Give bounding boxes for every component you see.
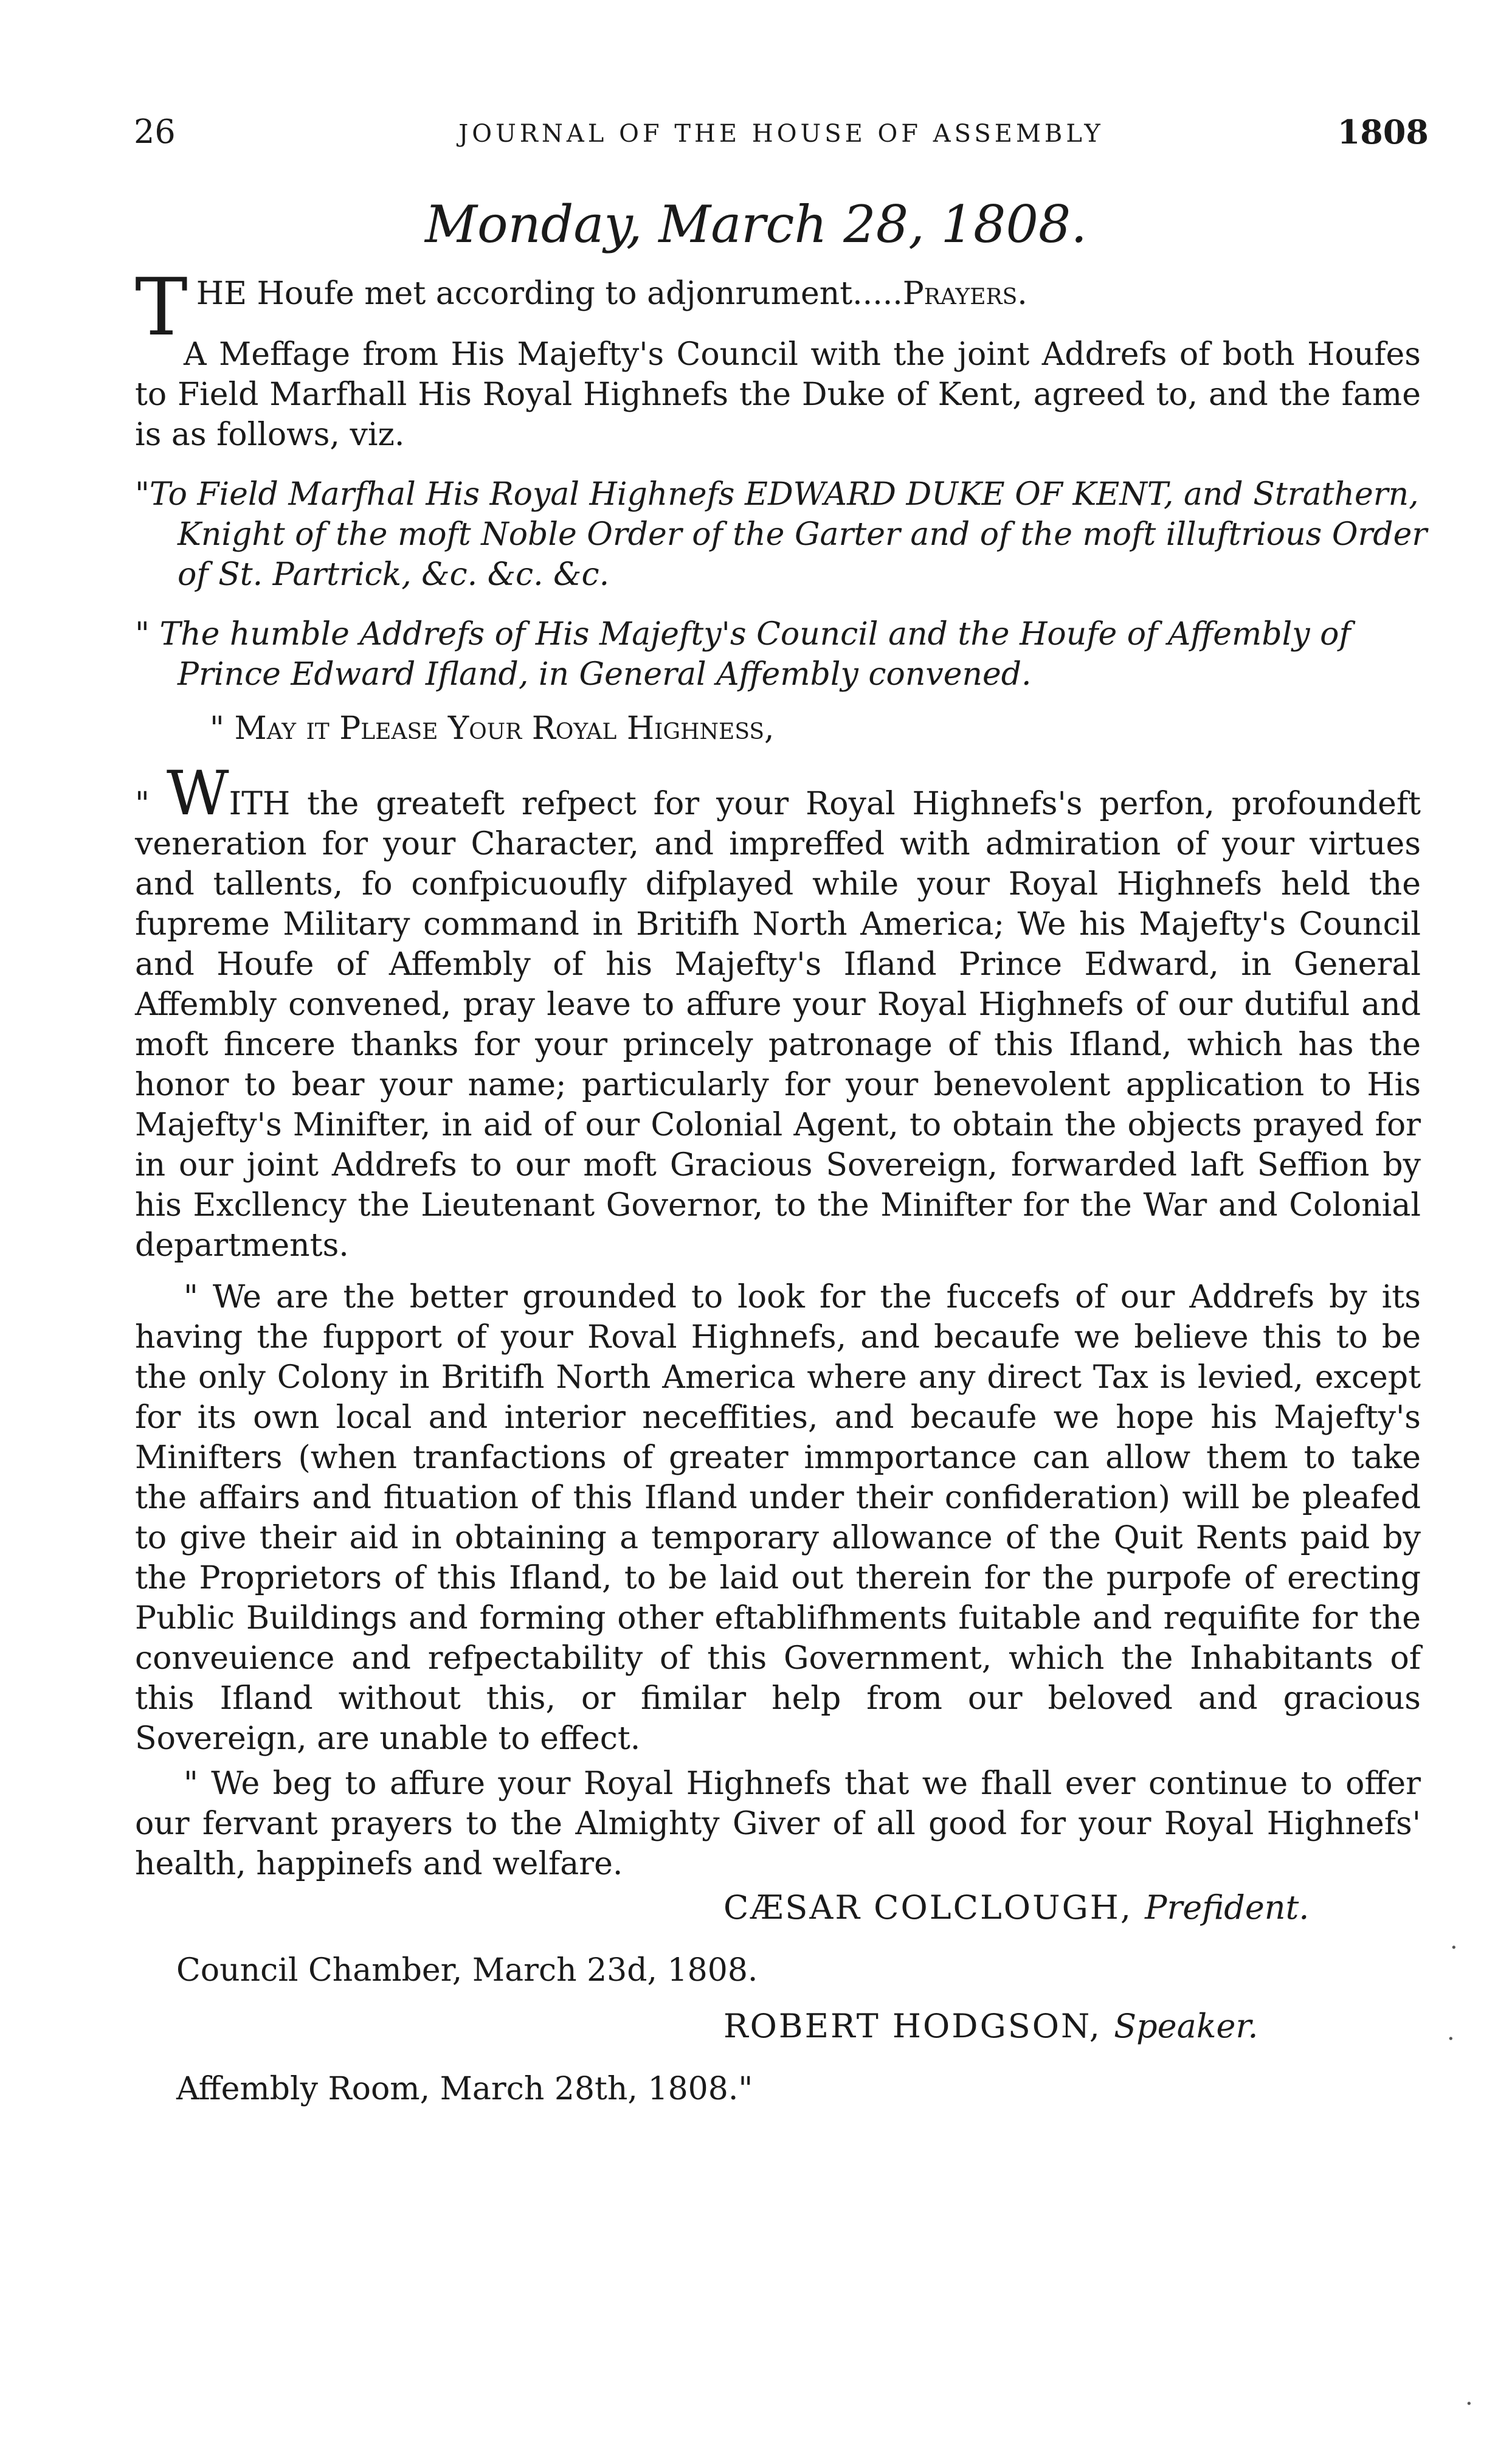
- opening-text: HE Houfe met according to adjonrument.....: [196, 275, 903, 312]
- signatory-name: ROBERT HODGSON,: [723, 2007, 1102, 2045]
- running-header: [134, 113, 1429, 155]
- address-recipient: "To Field Marfhal His Royal Highnefs EDWARD DUKE OF KENT, and Strathern, Knight of the moft Noble Order of the Garter and of the moft illuftrious Order of St. Partrick, &c. &c. &c.: [135, 476, 1427, 593]
- prayers-label: Prayers.: [902, 275, 1027, 312]
- address-paragraph-2: " We are the better grounded to look for the fuccefs of our Addrefs by its having the fupport of your Roval Highnefs, and becaufe we believe this to be the only Colony in Britifh North America where any direct Tax is levied, except for its own local and interior neceffities, and becaufe we hope his Majefty's Minifters (when tranfactions of greater immportance can allow them to take the affairs and fituation of this Ifland under their confideration) will be pleafed to give their aid in obtaining a temporary allowance of the Quit Rents paid by the Proprietors of this Ifland, to be laid out therein for the purpofe of erecting Public Buildings and forming other eftablifhments fuitable and requifite for the conveuience and refpectability of this Government, which the Inhabitants of this Ifland without this, or fimilar help from our beloved and gracious Sovereign, are unable to effect.: [135, 1279, 1421, 1757]
- drop-cap: T: [135, 261, 188, 353]
- address-paragraph-3: " We beg to affure your Royal Highnefs that we fhall ever continue to offer our fervant prayers to the Almighty Giver of all good for your Royal Highnefs' health, happinefs and welfare.: [135, 1765, 1421, 1882]
- open-quote: ": [135, 786, 167, 822]
- ink-speck: ·: [1447, 2025, 1455, 2053]
- opening-line: [135, 261, 1421, 353]
- signatory-name: CÆSAR COLCLOUGH,: [723, 1888, 1133, 1927]
- header-year: 1808: [1337, 113, 1429, 151]
- message-paragraph: A Meffage from His Majefty's Council with the joint Addrefs of both Houfes to Field Marfhall His Royal Highnefs the Duke of Kent, agreed to, and the fame is as follows, viz.: [135, 336, 1421, 453]
- humble-address-line: " The humble Addrefs of His Majefty's Council and the Houfe of Affembly of Prince Edward Ifland, in General Affembly convened.: [135, 616, 1351, 693]
- signatory-title: Prefident.: [1145, 1888, 1310, 1927]
- ink-speck: ·: [1465, 2390, 1473, 2418]
- address-paragraph-1: [135, 758, 1421, 1266]
- paragraph-text: ITH the greateft refpect for your Royal Highnefs's perfon, profoundeft veneration for your Character, and impreffed with admiration of your virtues and tallents, fo confpicuoufly difplayed while your Royal Highnefs held the fupreme Military command in Britifh North America; We his Majefty's Council and Houfe of Affembly of his Majefty's Ifland Prince Edward, in General Affembly convened, pray leave to affure your Royal Highnefs of our dutiful and moft fincere thanks for your princely patronage of this Ifland, which has the honor to bear your name; particularly for your benevolent application to His Majefty's Minifter, in aid of our Colonial Agent, to obtain the objects prayed for in our joint Addrefs to our moft Gracious Sovereign, forwarded laft Seffion by his Excllency the Lieutenant Governor, to the Minifter for the War and Colonial departments.: [135, 786, 1421, 1264]
- signatory-title: Speaker.: [1114, 2007, 1258, 2045]
- assembly-room-dateline: Affembly Room, March 28th, 1808.": [176, 2071, 753, 2107]
- council-chamber-dateline: Council Chamber, March 23d, 1808.: [176, 1952, 758, 1989]
- journal-title: JOURNAL OF THE HOUSE OF ASSEMBLY: [458, 120, 1104, 148]
- page-number: 26: [134, 113, 176, 151]
- salutation: " May it Please Your Royal Highness,: [210, 710, 775, 747]
- ink-speck: ·: [1450, 1934, 1458, 1962]
- drop-cap: W: [166, 758, 229, 829]
- date-heading: Monday, March 28, 1808.: [424, 195, 1088, 254]
- signature-president: [723, 1888, 1309, 1927]
- signature-speaker: [723, 2007, 1258, 2045]
